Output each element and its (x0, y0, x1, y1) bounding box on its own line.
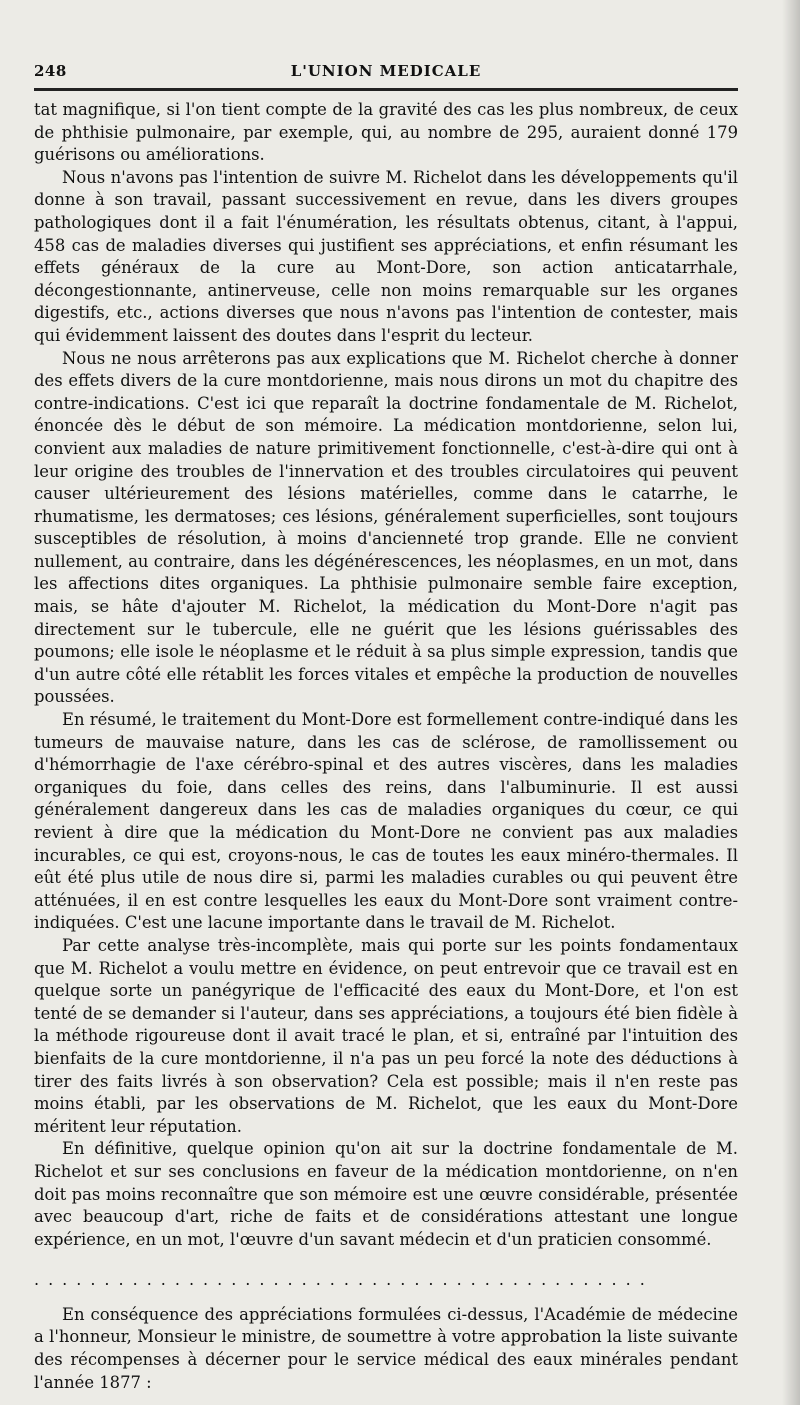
page-header (34, 52, 738, 86)
paragraph: En définitive, quelque opinion qu'on ait sur la doctrine fondamentale de M. Richelot et sur ses conclusions en faveur de la médication montdorienne, on n'en doit pas moins reconnaître que son mémoire est une œuvre considérable, présentée avec beaucoup d'art, riche de faits et de considérations attestant une longue expérience, en un mot, l'œuvre d'un savant médecin et d'un praticien consommé. (34, 1139, 738, 1249)
paragraph: Nous ne nous arrêterons pas aux explications que M. Richelot cherche à donner des effets divers de la cure montdorienne, mais nous dirons un mot du chapitre des contre-indications. C'est ici que reparaît la doctrine fondamentale de M. Richelot, énoncée dès le début de son mémoire. La médication montdorienne, selon lui, convient aux maladies de nature primitivement fonctionnelle, c'est-à-dire qui ont à leur origine des troubles de l'innervation et des troubles circulatoires qui peuvent causer ultérieurement des lésions matérielles, comme dans le catarrhe, le rhumatisme, les dermatoses; ces lésions, généralement superficielles, sont toujours susceptibles de résolution, à moins d'ancienneté trop grande. Elle ne convient nullement, au contraire, dans les dégénérescences, les néoplasmes, en un mot, dans les affections dites organiques. La phthisie pulmonaire semble faire exception, mais, se hâte d'ajouter M. Richelot, la médication du Mont-Dore n'agit pas directement sur le tubercule, elle ne guérit que les lésions guérissables des poumons; elle isole le néoplasme et le réduit à sa plus simple expression, tandis que d'un autre côté elle rétablit les forces vitales et empêche la production de nouvelles poussées. (34, 348, 738, 707)
closing-paragraph: En conséquence des appréciations formulées ci-dessus, l'Académie de médecine a l'honneur, Monsieur le ministre, de soumettre à votre approbation la liste suivante des récompenses à décerner pour le service médical des eaux minérales pendant l'année 1877 : (34, 1304, 738, 1392)
dotted-separator: ............................................ (34, 1270, 654, 1290)
paragraph: En résumé, le traitement du Mont-Dore est formellement contre-indiqué dans les tumeurs de mauvaise nature, dans les cas de sclérose, de ramollissement ou d'hémorrhagie de l'axe cérébro-spinal et des autres viscères, dans les maladies organiques du foie, dans celles des reins, dans l'albuminurie. Il est aussi généralement dangereux dans les cas de maladies organiques du cœur, ce qui revient à dire que la médication du Mont-Dore ne convient pas aux maladies incurables, ce qui est, croyons-nous, le cas de toutes les eaux minéro-thermales. Il eût été plus utile de nous dire si, parmi les maladies curables ou qui peuvent être atténuées, il en est contre lesquelles les eaux du Mont-Dore sont vraiment contre-indiquées. C'est une lacune importante dans le travail de M. Richelot. (34, 710, 738, 933)
paragraph: tat magnifique, si l'on tient compte de la gravité des cas les plus nombreux, de ceux de phthisie pulmonaire, par exemple, qui, au nombre de 295, auraient donné 179 guérisons ou améliorations. (34, 100, 738, 165)
paragraph: Nous n'avons pas l'intention de suivre M. Richelot dans les développements qu'il donne à son travail, passant successivement en revue, dans les divers groupes pathologiques dont il a fait l'énumération, les résultats obtenus, citant, à l'appui, 458 cas de maladies diverses qui justifient ses appréciations, et enfin résumant les effets généraux de la cure au Mont-Dore, son action anticatarrhale, décongestionnante, antinerveuse, celle non moins remarquable sur les organes digestifs, etc., actions diverses que nous n'avons pas l'intention de contester, mais qui évidemment laissent des doutes dans l'esprit du lecteur. (34, 167, 738, 345)
body-text (34, 99, 738, 1394)
page-number: 248 (34, 62, 67, 80)
paragraph: Par cette analyse très-incomplète, mais qui porte sur les points fondamentaux que M. Richelot a voulu mettre en évidence, on peut entrevoir que ce travail est en quelque sorte un panégyrique de l'efficacité des eaux du Mont-Dore, et l'on est tenté de se demander si l'auteur, dans ses appréciations, a toujours été bien fidèle à la méthode rigoureuse dont il avait tracé le plan, et si, entraîné par l'intuition des bienfaits de la cure montdorienne, il n'a pas un peu forcé la note des déductions à tirer des faits livrés à son observation? Cela est possible; mais il n'en reste pas moins établi, par les observations de M. Richelot, que les eaux du Mont-Dore méritent leur réputation. (34, 935, 738, 1136)
running-head: L'UNION MEDICALE (290, 62, 482, 80)
header-rule (34, 88, 738, 91)
